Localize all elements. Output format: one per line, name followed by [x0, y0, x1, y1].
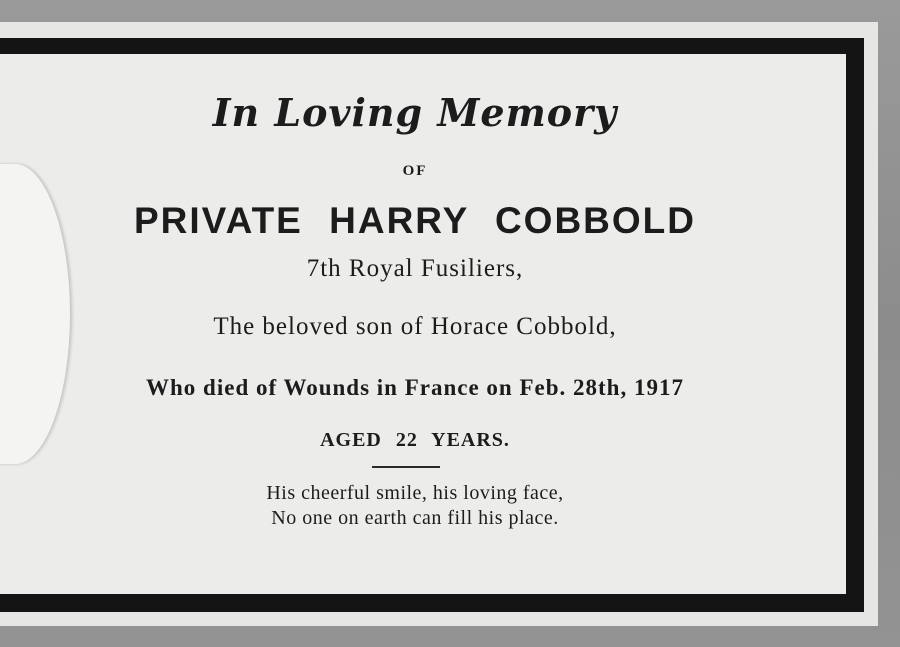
soldier-name: PRIVATE HARRY COBBOLD: [134, 200, 696, 241]
of-label: OF: [402, 163, 428, 179]
memorial-verse: [0, 481, 830, 531]
memorial-heading: In Loving Memory: [212, 90, 618, 135]
age-text: AGED 22 YEARS.: [320, 429, 510, 451]
divider-rule: [372, 466, 440, 468]
regiment-text: 7th Royal Fusiliers,: [306, 255, 524, 282]
death-text: Who died of Wounds in France on Feb. 28th, 1917: [146, 375, 684, 400]
relation-text: The beloved son of Horace Cobbold,: [213, 313, 617, 340]
verse-line-1: His cheerful smile, his loving face,: [266, 482, 564, 504]
verse-line-2: No one on earth can fill his place.: [271, 507, 559, 529]
